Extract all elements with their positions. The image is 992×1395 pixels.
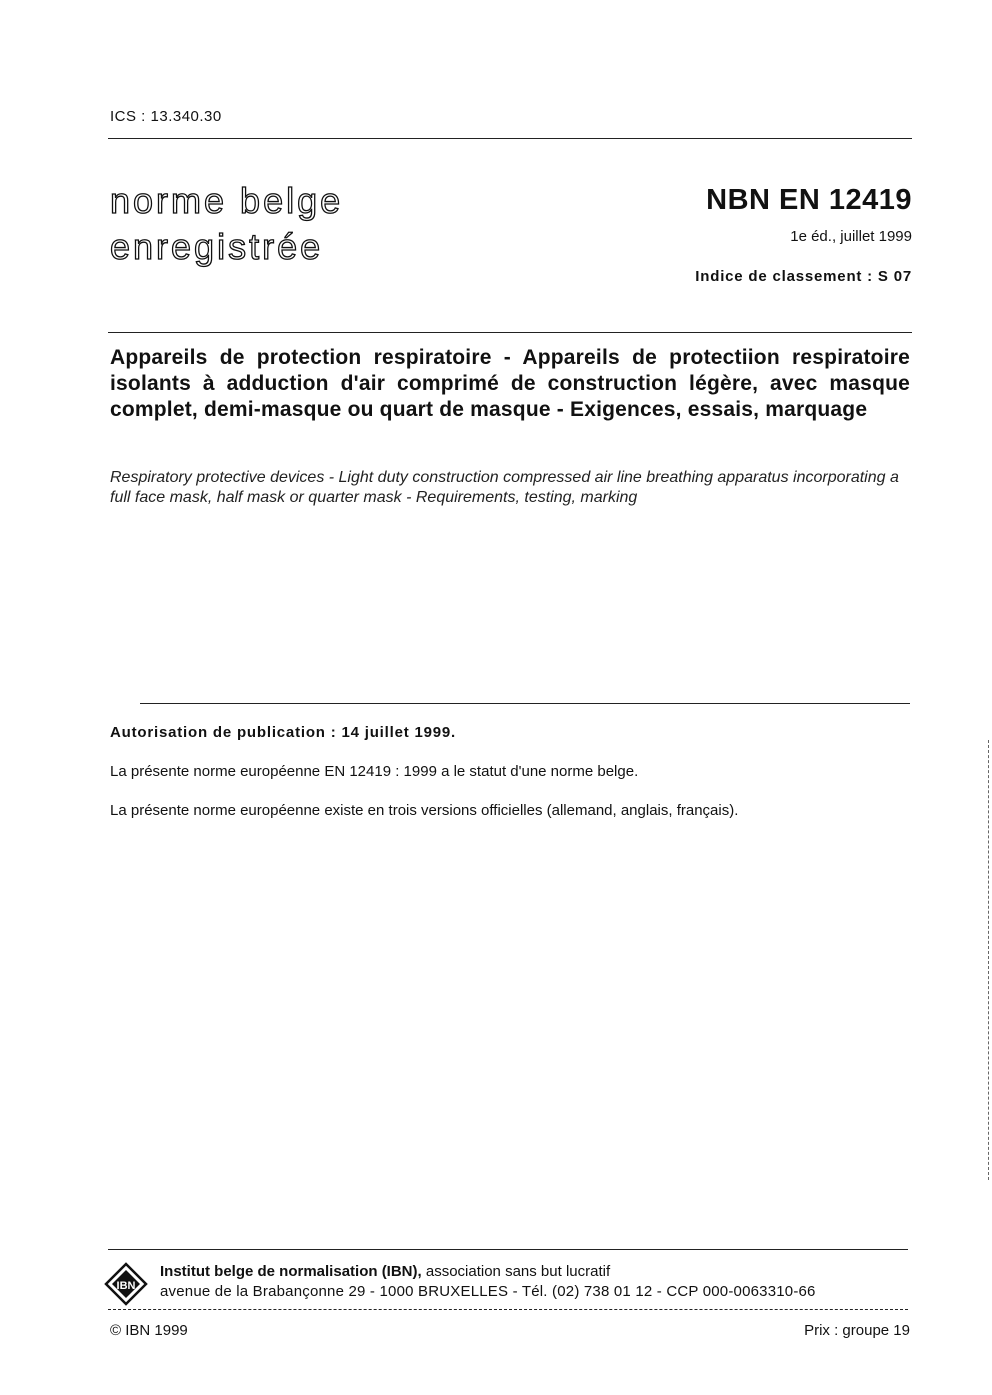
title-top-rule — [108, 332, 912, 333]
footer-bottom-rule — [108, 1309, 908, 1310]
footer-rule — [108, 1249, 908, 1250]
classification-index: Indice de classement : S 07 — [695, 268, 912, 285]
copyright: © IBN 1999 — [110, 1322, 188, 1339]
brand-line-2: enregistrée — [110, 226, 324, 267]
institute-address: avenue de la Brabançonne 29 - 1000 BRUXELLES - Tél. (02) 738 01 12 - CCP 000-0063310-66 — [160, 1283, 816, 1300]
top-rule — [108, 138, 912, 139]
edition-date: 1e éd., juillet 1999 — [790, 228, 912, 245]
institute-name: Institut belge de normalisation (IBN), — [160, 1263, 422, 1280]
brand-logotype — [110, 178, 343, 270]
price-group: Prix : groupe 19 — [804, 1322, 910, 1339]
standard-number: NBN EN 12419 — [706, 184, 912, 216]
status-statement: La présente norme européenne EN 12419 : 1999 a le statut d'une norme belge. — [110, 763, 639, 780]
title-french: Appareils de protection respiratoire - Appareils de protectiion respiratoire isolants à adduction d'air comprimé de construction légère, avec masque complet, demi-masque ou quart de masque - Exigences, essais, marquage — [110, 346, 910, 421]
publication-authorisation: Autorisation de publication : 14 juillet 1999. — [110, 724, 457, 741]
margin-mark — [988, 740, 989, 1180]
brand-line-1: norme belge — [110, 180, 344, 221]
institute-description: association sans but lucratif — [421, 1263, 611, 1280]
ibn-logo-icon — [104, 1262, 148, 1306]
institute-line — [160, 1263, 610, 1280]
ics-code: ICS : 13.340.30 — [110, 108, 222, 125]
ibn-logo-letters: IBN — [116, 1280, 136, 1292]
title-bottom-rule — [140, 703, 910, 704]
title-english: Respiratory protective devices - Light duty construction compressed air line breathing apparatus incorporating a full face mask, half mask or quarter mask - Requirements, testing, marking — [110, 469, 899, 506]
versions-statement: La présente norme européenne existe en trois versions officielles (allemand, anglais, français). — [110, 802, 739, 819]
